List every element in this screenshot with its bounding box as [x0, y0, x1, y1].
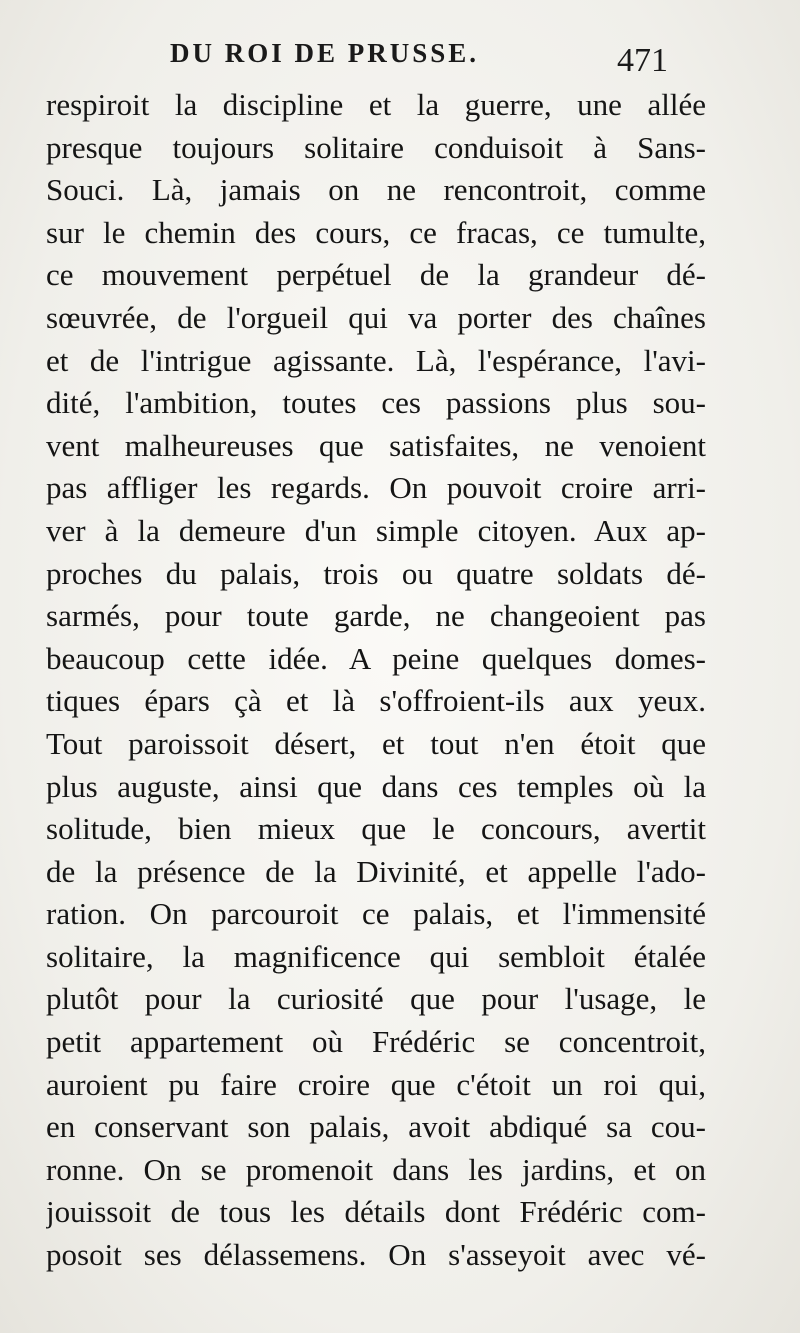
text-line: sarmés, pour toute garde, ne changeoient pas	[46, 598, 706, 634]
text-line: respiroit la discipline et la guerre, une allée	[46, 87, 706, 122]
text-line: proches du palais, trois ou quatre soldats dé-	[46, 555, 706, 591]
page-number: 471	[617, 42, 668, 79]
text-line: pas affliger les regards. On pouvoit croire arri-	[46, 470, 706, 506]
text-line: ronne. On se promenoit dans les jardins, et on	[46, 1151, 706, 1187]
text-line: ver à la demeure d'un simple citoyen. Aux ap-	[46, 512, 706, 548]
text-line: petit appartement où Frédéric se concentroit,	[46, 1024, 706, 1060]
text-line: tiques épars çà et là s'offroient-ils aux yeux.	[46, 683, 706, 719]
text-line: de la présence de la Divinité, et appelle l'ado-	[46, 853, 706, 889]
text-line: vent malheureuses que satisfaites, ne venoient	[46, 427, 706, 463]
text-line: jouissoit de tous les détails dont Frédéric com-	[46, 1194, 706, 1230]
page-header	[170, 38, 730, 78]
body-text	[46, 84, 706, 1277]
text-line: ration. On parcouroit ce palais, et l'immensité	[46, 896, 706, 932]
text-line: et de l'intrigue agissante. Là, l'espérance, l'avi-	[46, 342, 706, 378]
text-line: ce mouvement perpétuel de la grandeur dé-	[46, 257, 706, 293]
text-line: beaucoup cette idée. A peine quelques domes-	[46, 640, 706, 676]
text-line: solitaire, la magnificence qui sembloit étalée	[46, 938, 706, 974]
text-line: plus auguste, ainsi que dans ces temples où la	[46, 768, 706, 804]
text-line: presque toujours solitaire conduisoit à Sans-	[46, 129, 706, 165]
text-line: dité, l'ambition, toutes ces passions plus sou-	[46, 385, 706, 421]
text-line: sur le chemin des cours, ce fracas, ce tumulte,	[46, 214, 706, 250]
text-line: solitude, bien mieux que le concours, avertit	[46, 811, 706, 847]
text-line: Souci. Là, jamais on ne rencontroit, comme	[46, 172, 706, 208]
text-line: Tout paroissoit désert, et tout n'en étoit que	[46, 725, 706, 761]
text-line: posoit ses délassemens. On s'asseyoit avec vé-	[46, 1237, 706, 1273]
text-line: en conservant son palais, avoit abdiqué sa cou-	[46, 1109, 706, 1145]
text-line: plutôt pour la curiosité que pour l'usage, le	[46, 981, 706, 1017]
text-line: auroient pu faire croire que c'étoit un roi qui,	[46, 1066, 706, 1102]
running-title: DU ROI DE PRUSSE.	[170, 38, 480, 68]
text-line: sœuvrée, de l'orgueil qui va porter des chaînes	[46, 299, 706, 335]
